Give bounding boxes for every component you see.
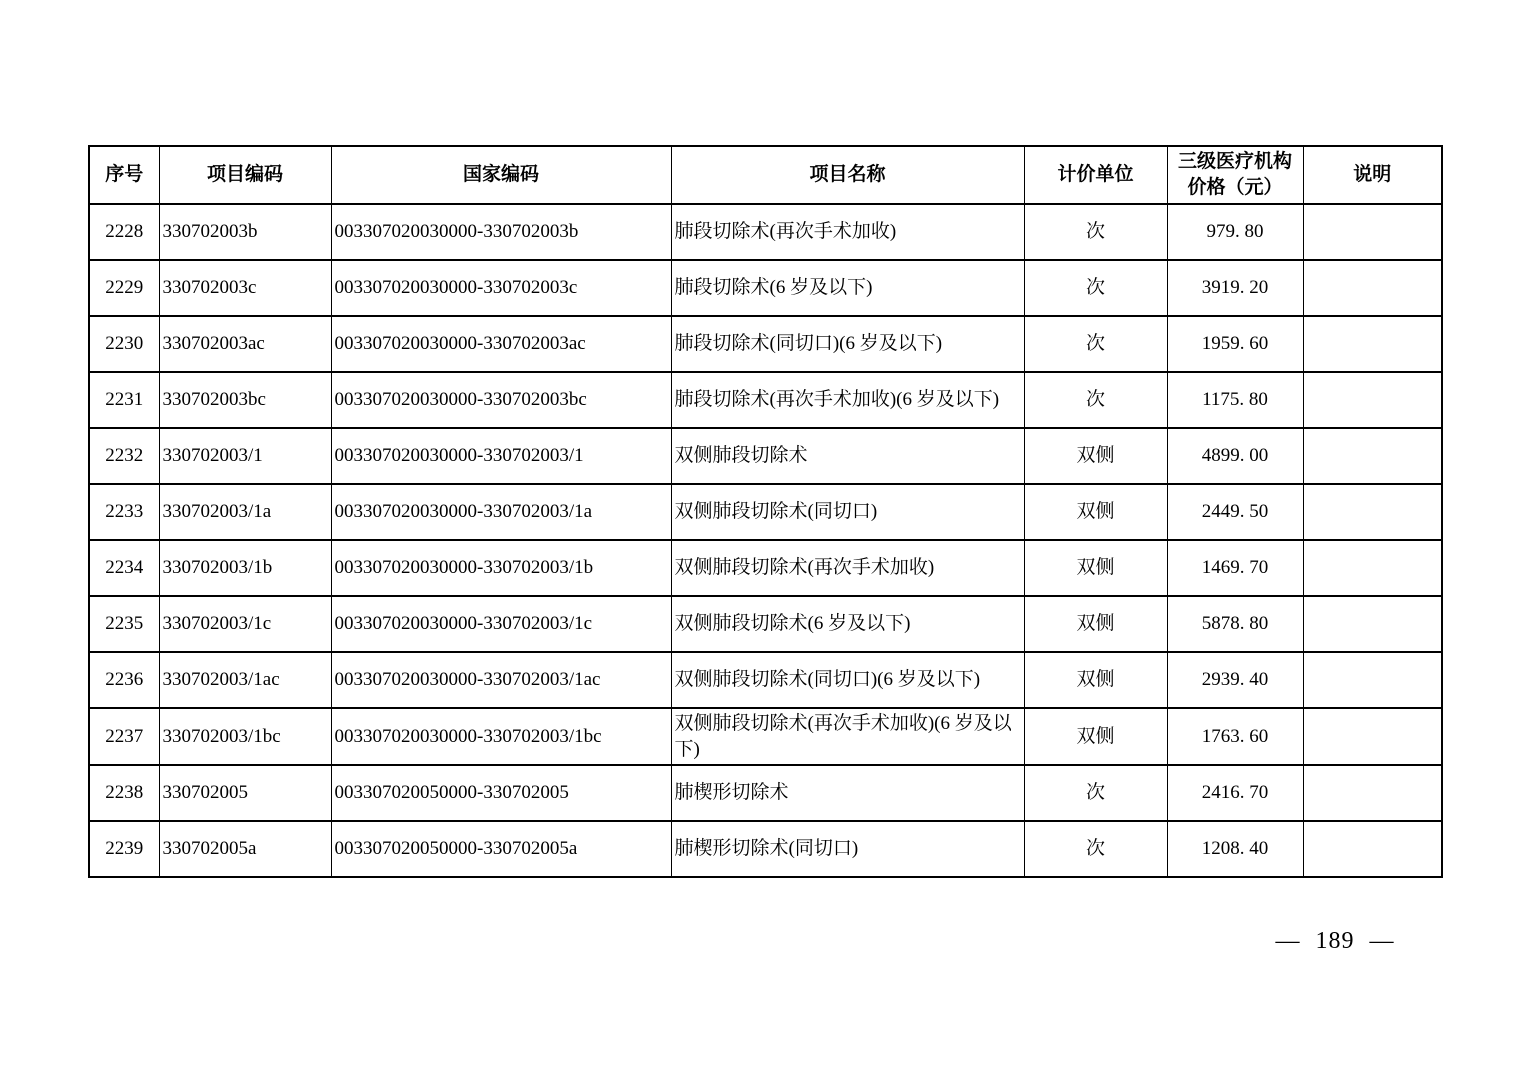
name-cell: 双侧肺段切除术(同切口) [671,484,1024,540]
unit-cell: 双侧 [1024,484,1167,540]
seq-cell: 2232 [89,428,159,484]
table-header-row [89,146,1442,204]
note-cell [1303,484,1442,540]
price-cell: 2416. 70 [1167,765,1303,821]
table-row [89,316,1442,372]
note-cell [1303,540,1442,596]
item-code-cell: 330702003/1bc [159,708,331,765]
header-item-code: 项目编码 [159,146,331,204]
unit-cell: 双侧 [1024,708,1167,765]
seq-cell: 2228 [89,204,159,260]
item-code-cell: 330702003/1 [159,428,331,484]
national-code-cell: 003307020030000-330702003/1ac [331,652,671,708]
table-row [89,596,1442,652]
unit-cell: 次 [1024,821,1167,877]
header-unit: 计价单位 [1024,146,1167,204]
table-row [89,821,1442,877]
seq-cell: 2238 [89,765,159,821]
note-cell [1303,596,1442,652]
seq-cell: 2230 [89,316,159,372]
note-cell [1303,260,1442,316]
header-item-name: 项目名称 [671,146,1024,204]
table-row [89,652,1442,708]
unit-cell: 次 [1024,316,1167,372]
national-code-cell: 003307020050000-330702005 [331,765,671,821]
note-cell [1303,316,1442,372]
item-code-cell: 330702003/1ac [159,652,331,708]
unit-cell: 双侧 [1024,540,1167,596]
unit-cell: 次 [1024,260,1167,316]
note-cell [1303,204,1442,260]
unit-cell: 双侧 [1024,596,1167,652]
price-table [88,145,1443,878]
unit-cell: 双侧 [1024,652,1167,708]
header-price: 三级医疗机构价格（元） [1167,146,1303,204]
table-row [89,204,1442,260]
name-cell: 肺楔形切除术(同切口) [671,821,1024,877]
table-row [89,765,1442,821]
seq-cell: 2233 [89,484,159,540]
national-code-cell: 003307020030000-330702003/1bc [331,708,671,765]
national-code-cell: 003307020050000-330702005a [331,821,671,877]
name-cell: 双侧肺段切除术(6 岁及以下) [671,596,1024,652]
name-cell: 肺段切除术(同切口)(6 岁及以下) [671,316,1024,372]
national-code-cell: 003307020030000-330702003/1 [331,428,671,484]
seq-cell: 2237 [89,708,159,765]
unit-cell: 次 [1024,765,1167,821]
unit-cell: 次 [1024,204,1167,260]
name-cell: 双侧肺段切除术(再次手术加收) [671,540,1024,596]
item-code-cell: 330702003bc [159,372,331,428]
price-cell: 979. 80 [1167,204,1303,260]
seq-cell: 2231 [89,372,159,428]
table-row [89,428,1442,484]
national-code-cell: 003307020030000-330702003/1b [331,540,671,596]
item-code-cell: 330702003/1a [159,484,331,540]
name-cell: 双侧肺段切除术 [671,428,1024,484]
national-code-cell: 003307020030000-330702003bc [331,372,671,428]
note-cell [1303,372,1442,428]
item-code-cell: 330702003c [159,260,331,316]
header-national-code: 国家编码 [331,146,671,204]
name-cell: 肺楔形切除术 [671,765,1024,821]
header-seq: 序号 [89,146,159,204]
price-cell: 4899. 00 [1167,428,1303,484]
price-table-container [88,145,1443,878]
price-cell: 5878. 80 [1167,596,1303,652]
table-row [89,372,1442,428]
page-number: — 189 — [1275,928,1395,954]
item-code-cell: 330702003b [159,204,331,260]
price-cell: 1469. 70 [1167,540,1303,596]
seq-cell: 2235 [89,596,159,652]
seq-cell: 2229 [89,260,159,316]
national-code-cell: 003307020030000-330702003ac [331,316,671,372]
note-cell [1303,652,1442,708]
table-row [89,484,1442,540]
national-code-cell: 003307020030000-330702003b [331,204,671,260]
unit-cell: 双侧 [1024,428,1167,484]
item-code-cell: 330702003/1b [159,540,331,596]
price-cell: 2939. 40 [1167,652,1303,708]
note-cell [1303,708,1442,765]
price-cell: 1175. 80 [1167,372,1303,428]
unit-cell: 次 [1024,372,1167,428]
table-row [89,260,1442,316]
seq-cell: 2236 [89,652,159,708]
item-code-cell: 330702005a [159,821,331,877]
table-row [89,708,1442,765]
seq-cell: 2234 [89,540,159,596]
seq-cell: 2239 [89,821,159,877]
price-cell: 2449. 50 [1167,484,1303,540]
note-cell [1303,765,1442,821]
name-cell: 肺段切除术(再次手术加收)(6 岁及以下) [671,372,1024,428]
table-row [89,540,1442,596]
national-code-cell: 003307020030000-330702003/1a [331,484,671,540]
name-cell: 肺段切除术(再次手术加收) [671,204,1024,260]
item-code-cell: 330702003ac [159,316,331,372]
header-note: 说明 [1303,146,1442,204]
name-cell: 肺段切除术(6 岁及以下) [671,260,1024,316]
national-code-cell: 003307020030000-330702003/1c [331,596,671,652]
note-cell [1303,821,1442,877]
national-code-cell: 003307020030000-330702003c [331,260,671,316]
name-cell: 双侧肺段切除术(再次手术加收)(6 岁及以下) [671,708,1024,765]
note-cell [1303,428,1442,484]
price-cell: 1959. 60 [1167,316,1303,372]
item-code-cell: 330702003/1c [159,596,331,652]
price-cell: 3919. 20 [1167,260,1303,316]
price-cell: 1763. 60 [1167,708,1303,765]
price-cell: 1208. 40 [1167,821,1303,877]
name-cell: 双侧肺段切除术(同切口)(6 岁及以下) [671,652,1024,708]
item-code-cell: 330702005 [159,765,331,821]
